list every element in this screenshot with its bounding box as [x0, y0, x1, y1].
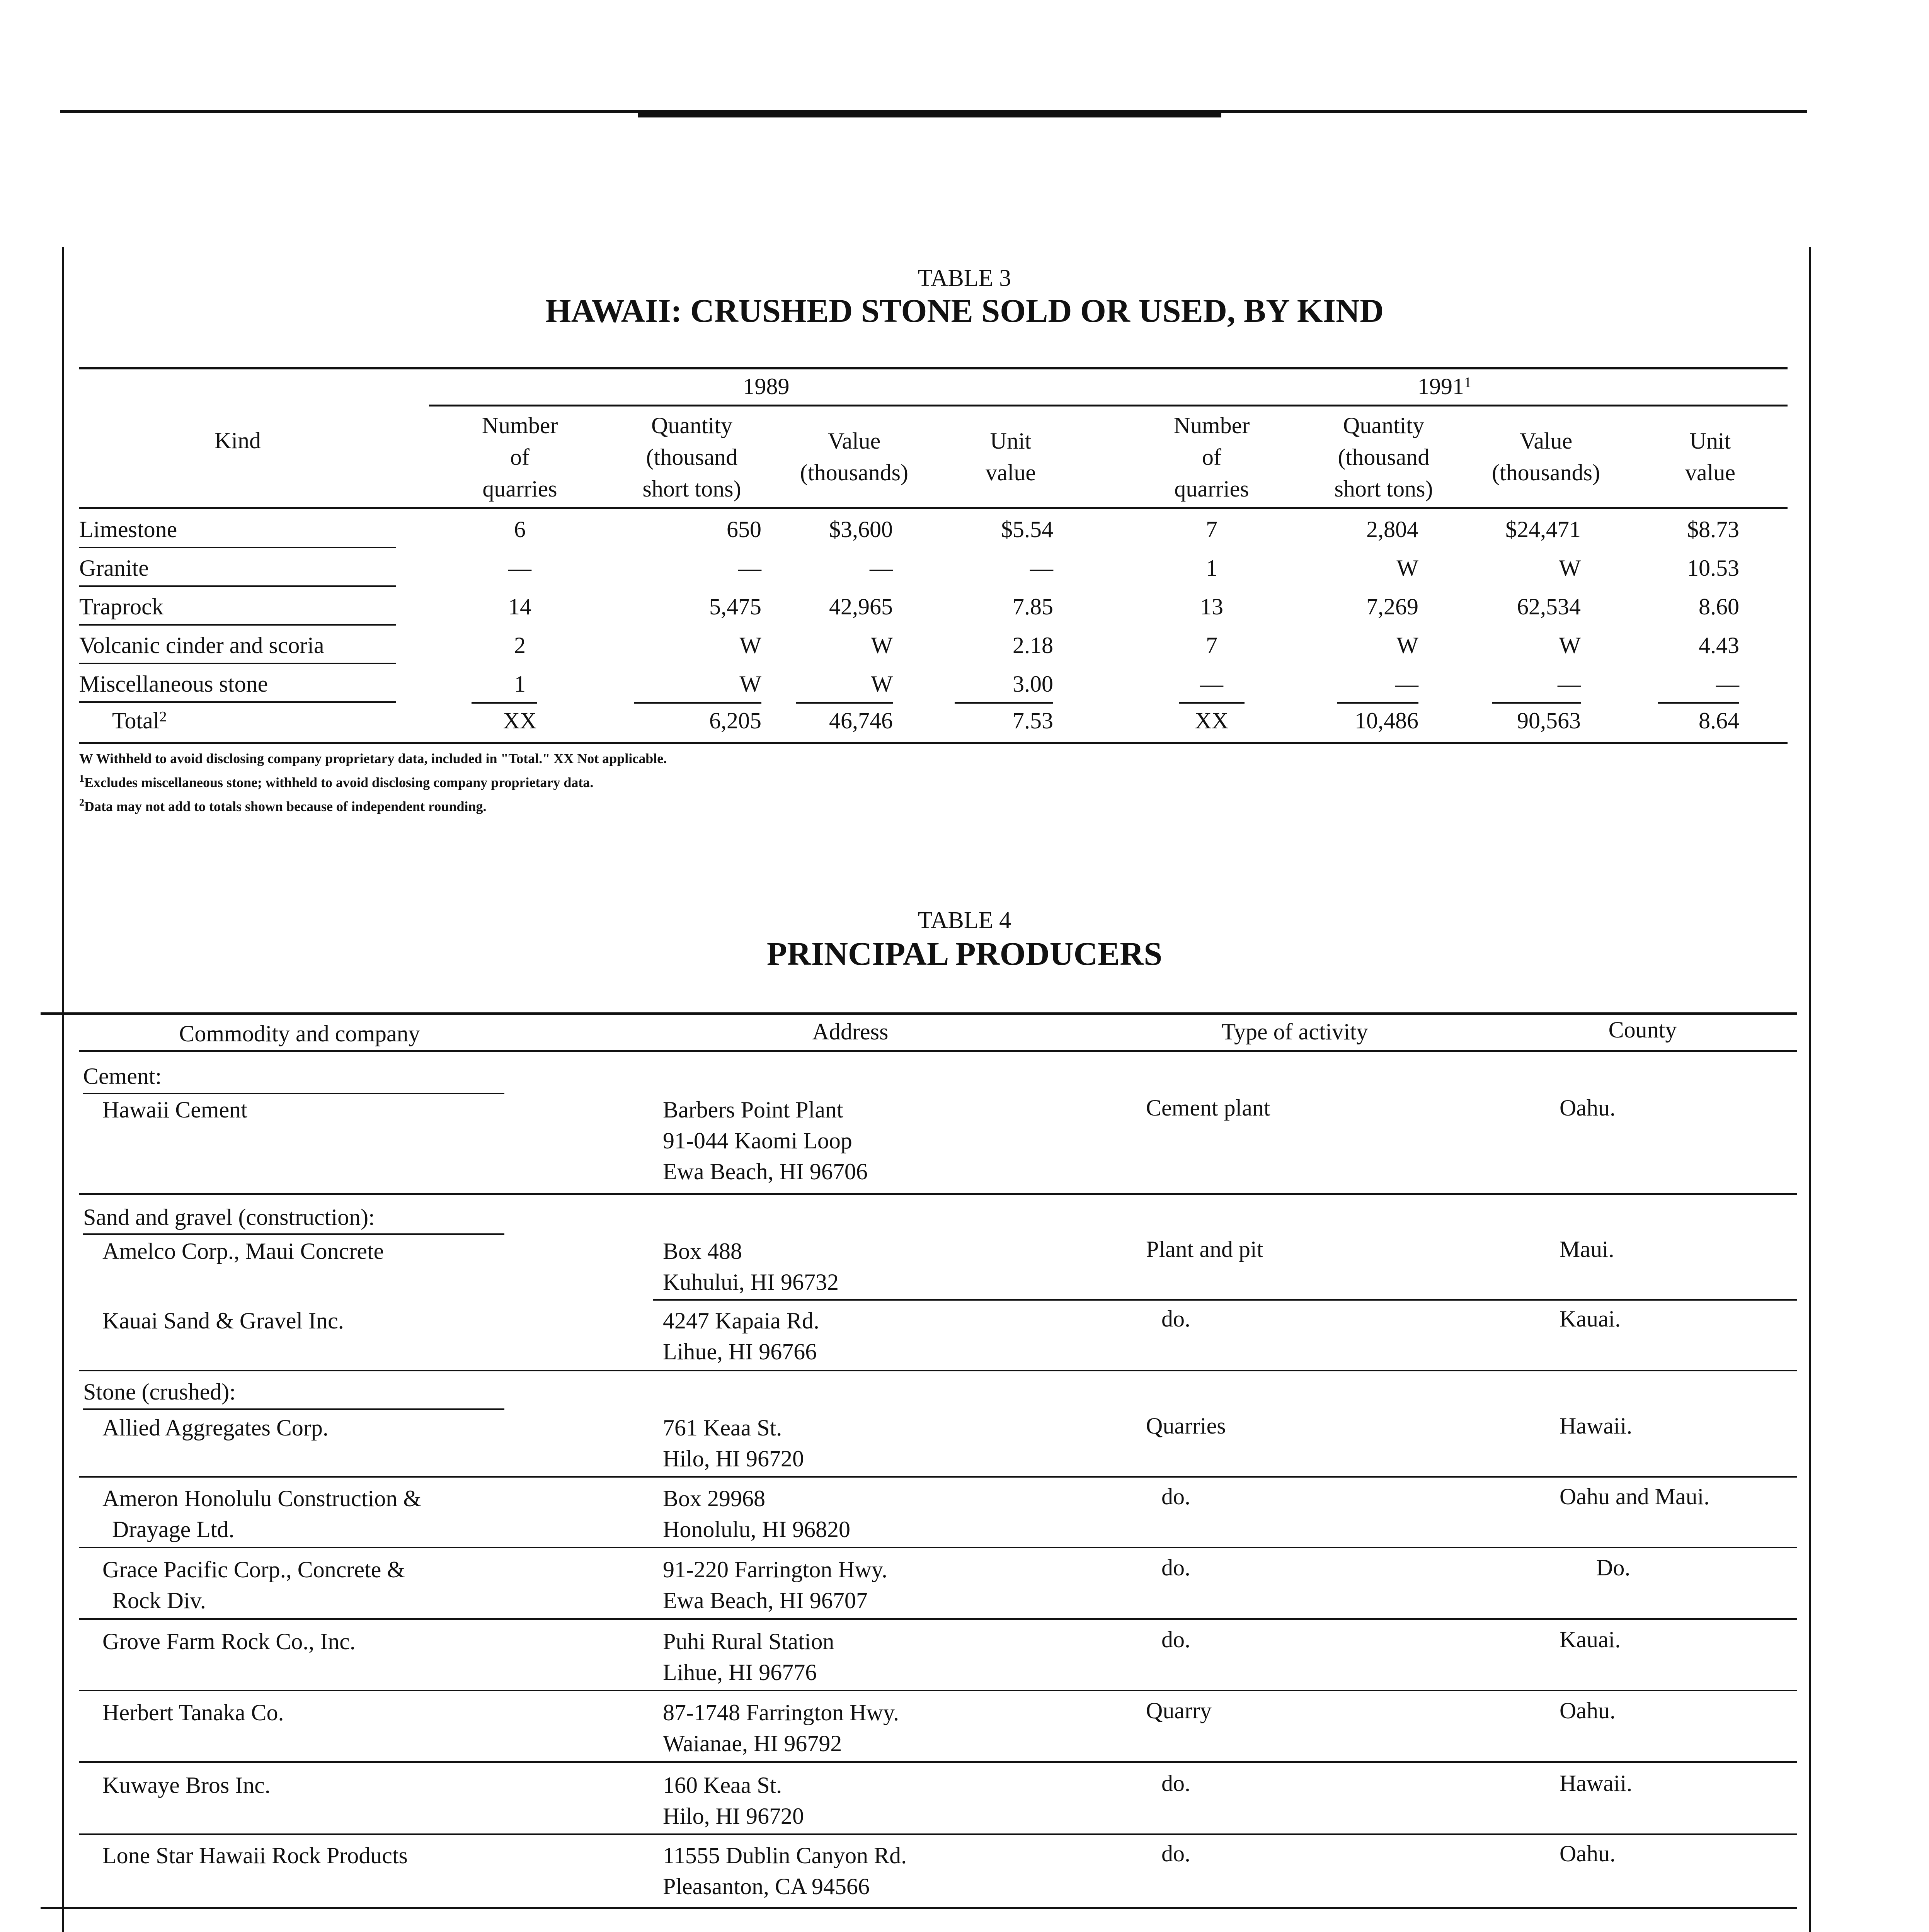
group-label-cement: Cement:: [83, 1063, 162, 1089]
footnote-mark: 2: [79, 797, 84, 808]
address-line: 160 Keaa St.: [663, 1772, 782, 1798]
value-1991-cell: W: [1559, 633, 1581, 658]
number-1989-cell: 6: [514, 517, 526, 542]
address-line: Barbers Point Plant: [663, 1097, 843, 1122]
col-number-1989-header: [429, 410, 611, 505]
number-1989-cell: XX: [503, 708, 537, 733]
number-1991-cell: 13: [1200, 594, 1223, 619]
table-row: [0, 1305, 1929, 1364]
company-cell: Grove Farm Rock Co., Inc.: [102, 1629, 356, 1654]
header-line: value: [986, 460, 1036, 485]
county-cell: Kauai.: [1560, 1306, 1621, 1332]
address-line: Pleasanton, CA 94566: [663, 1874, 870, 1899]
group-label-sand-gravel: Sand and gravel (construction):: [83, 1204, 375, 1230]
county-cell: Hawaii.: [1560, 1770, 1633, 1796]
row-separator: [79, 1833, 1797, 1835]
table-row: [0, 1770, 1929, 1829]
table-row: [0, 1094, 1929, 1184]
header-line: of: [510, 444, 529, 470]
footnote-mark: 1: [79, 773, 84, 784]
row-separator: [79, 1690, 1797, 1691]
unit-1989-cell: 7.85: [1013, 594, 1053, 619]
activity-cell: do.: [1161, 1484, 1190, 1509]
total-sep-v89: [796, 702, 893, 704]
year-1989-header: 1989: [743, 374, 790, 399]
unit-1991-cell: 8.60: [1699, 594, 1739, 619]
unit-1991-cell: $8.73: [1687, 517, 1739, 542]
kind-cell: Miscellaneous stone: [79, 671, 268, 697]
header-line: Quantity: [1343, 413, 1424, 438]
number-1989-cell: 14: [508, 594, 531, 619]
county-cell: Oahu.: [1560, 1698, 1616, 1723]
col-address-header: Address: [812, 1019, 889, 1044]
table-row: [0, 514, 1929, 545]
header-line: Value: [827, 428, 881, 454]
unit-1991-cell: 10.53: [1687, 555, 1739, 581]
header-line: short tons): [1334, 476, 1433, 502]
header-line: quarries: [1174, 476, 1249, 502]
kind-cell: Granite: [79, 555, 149, 581]
group-underline: [83, 1408, 504, 1410]
quantity-1989-cell: 650: [727, 517, 761, 542]
company-cell: Ameron Honolulu Construction &: [102, 1486, 421, 1511]
unit-1989-cell: 7.53: [1013, 708, 1053, 733]
county-cell: Do.: [1596, 1555, 1631, 1580]
quantity-1991-cell: 7,269: [1366, 594, 1418, 619]
kind-underline: [79, 624, 396, 626]
activity-cell: do.: [1161, 1770, 1190, 1796]
address-line: Lihue, HI 96766: [663, 1339, 817, 1364]
header-line: (thousand: [1338, 444, 1430, 470]
value-1989-cell: 46,746: [829, 708, 893, 733]
table-3-label: TABLE 3: [918, 265, 1011, 291]
number-1989-cell: 1: [514, 671, 526, 697]
kind-cell: Limestone: [79, 517, 177, 542]
quantity-1989-cell: W: [739, 671, 761, 697]
number-1989-cell: —: [508, 555, 531, 581]
value-1989-cell: $3,600: [829, 517, 893, 542]
footnote-w: [79, 749, 667, 768]
company-cell-continued: Rock Div.: [112, 1588, 206, 1613]
total-label: [112, 705, 167, 736]
kind-cell: Traprock: [79, 594, 163, 619]
address-line: Ewa Beach, HI 96706: [663, 1159, 868, 1184]
table-row: [0, 591, 1929, 622]
address-line: Hilo, HI 96720: [663, 1803, 804, 1829]
year-1991-footnote-ref: 1: [1464, 374, 1471, 391]
table-4-bottom-rule: [41, 1907, 1797, 1909]
activity-cell: do.: [1161, 1841, 1190, 1866]
quantity-1991-cell: —: [1395, 671, 1418, 697]
table-4-label: TABLE 4: [918, 907, 1011, 934]
county-cell: Maui.: [1560, 1236, 1614, 1262]
company-cell: Grace Pacific Corp., Concrete &: [102, 1557, 405, 1582]
activity-cell: do.: [1161, 1555, 1190, 1580]
footnote-1: [79, 773, 593, 792]
total-sep-n89: [472, 702, 537, 704]
activity-cell: Quarries: [1146, 1413, 1226, 1439]
unit-1991-cell: 4.43: [1699, 633, 1739, 658]
value-1991-cell: W: [1559, 555, 1581, 581]
quantity-1991-cell: 10,486: [1355, 708, 1418, 733]
county-cell: Oahu.: [1560, 1841, 1616, 1866]
unit-1989-cell: 2.18: [1013, 633, 1053, 658]
total-sep-q89: [634, 702, 761, 704]
footnote-text: Excludes miscellaneous stone; withheld to avoid disclosing company proprietary data.: [84, 775, 594, 790]
number-1991-cell: 7: [1206, 633, 1217, 658]
county-cell: Oahu and Maui.: [1560, 1484, 1710, 1509]
unit-1989-cell: 3.00: [1013, 671, 1053, 697]
quantity-1989-cell: W: [739, 633, 761, 658]
right-margin-line: [1809, 247, 1811, 1932]
address-line: Lihue, HI 96776: [663, 1660, 817, 1685]
unit-1991-cell: 8.64: [1699, 708, 1739, 733]
table-row: [0, 1236, 1929, 1295]
unit-1989-cell: —: [1030, 555, 1053, 581]
address-line: Hilo, HI 96720: [663, 1446, 804, 1471]
row-separator: [79, 1370, 1797, 1371]
total-sep-q91: [1337, 702, 1418, 704]
total-sep-u89: [955, 702, 1053, 704]
activity-cell: do.: [1161, 1627, 1190, 1652]
header-line: short tons): [642, 476, 741, 502]
col-unit-1991-header: [1635, 425, 1786, 488]
table-row: [0, 1626, 1929, 1685]
header-line: (thousand: [646, 444, 738, 470]
header-line: Quantity: [651, 413, 732, 438]
col-value-1989-header: [773, 425, 935, 488]
value-1991-cell: —: [1558, 671, 1581, 697]
col-value-1991-header: [1465, 425, 1627, 488]
company-cell: Amelco Corp., Maui Concrete: [102, 1238, 384, 1264]
header-line: value: [1685, 460, 1735, 485]
table-row: [0, 668, 1929, 699]
unit-1991-cell: —: [1716, 671, 1739, 697]
address-line: Puhi Rural Station: [663, 1629, 834, 1654]
value-1991-cell: 62,534: [1517, 594, 1581, 619]
year-1991-label: 1991: [1418, 374, 1464, 399]
table-row: [0, 1483, 1929, 1542]
company-cell: Kuwaye Bros Inc.: [102, 1772, 271, 1798]
total-footnote-ref: 2: [159, 709, 167, 725]
col-quantity-1989-header: [611, 410, 773, 505]
address-line: Kuhului, HI 96732: [663, 1269, 839, 1295]
table-row: [0, 553, 1929, 583]
unit-1989-cell: $5.54: [1001, 517, 1053, 542]
col-number-1991-header: [1121, 410, 1302, 505]
address-line: 91-044 Kaomi Loop: [663, 1128, 852, 1153]
value-1989-cell: 42,965: [829, 594, 893, 619]
kind-cell: Volcanic cinder and scoria: [79, 633, 324, 658]
number-1991-cell: XX: [1195, 708, 1229, 733]
address-line: 11555 Dublin Canyon Rd.: [663, 1843, 907, 1868]
activity-cell: do.: [1161, 1306, 1190, 1332]
county-cell: Hawaii.: [1560, 1413, 1633, 1439]
table-4-header-rule: [79, 1050, 1797, 1052]
value-1991-cell: $24,471: [1505, 517, 1581, 542]
address-line: 4247 Kapaia Rd.: [663, 1308, 819, 1333]
quantity-1989-cell: —: [738, 555, 761, 581]
table-row: [0, 1697, 1929, 1756]
col-unit-1989-header: [935, 425, 1086, 488]
col-commodity-header: Commodity and company: [179, 1021, 420, 1046]
header-line: (thousands): [800, 460, 908, 485]
company-cell: Hawaii Cement: [102, 1097, 247, 1122]
total-sep-n91: [1179, 702, 1245, 704]
group-label-stone-crushed: Stone (crushed):: [83, 1379, 236, 1405]
quantity-1991-cell: W: [1396, 633, 1418, 658]
number-1991-cell: —: [1200, 671, 1223, 697]
row-separator: [79, 1547, 1797, 1548]
year-1991-header: [1102, 371, 1788, 402]
address-line: Ewa Beach, HI 96707: [663, 1588, 868, 1613]
rule-1991-span: [1102, 405, 1788, 406]
number-1991-cell: 7: [1206, 517, 1217, 542]
kind-underline: [79, 663, 396, 664]
address-line: 761 Keaa St.: [663, 1415, 782, 1440]
table-3-header-rule: [79, 507, 1788, 509]
county-cell: Kauai.: [1560, 1627, 1621, 1652]
company-cell: Kauai Sand & Gravel Inc.: [102, 1308, 344, 1333]
header-line: Unit: [1689, 428, 1731, 454]
group-underline: [83, 1233, 504, 1235]
address-line: 91-220 Farrington Hwy.: [663, 1557, 888, 1582]
activity-cell: Quarry: [1146, 1698, 1212, 1723]
table-row: [0, 630, 1929, 661]
row-separator: [653, 1299, 1797, 1301]
county-cell: Oahu.: [1560, 1095, 1616, 1121]
quantity-1991-cell: W: [1396, 555, 1418, 581]
value-1989-cell: W: [871, 633, 893, 658]
col-quantity-1991-header: [1302, 410, 1465, 505]
col-kind-header: Kind: [215, 428, 261, 453]
row-separator: [79, 1476, 1797, 1478]
header-line: quarries: [482, 476, 557, 502]
col-county-header: County: [1608, 1017, 1677, 1043]
quantity-1989-cell: 5,475: [709, 594, 761, 619]
table-row: [0, 1840, 1929, 1899]
header-line: Number: [482, 413, 558, 438]
number-1991-cell: 1: [1206, 555, 1217, 581]
kind-underline: [79, 547, 396, 548]
address-line: Honolulu, HI 96820: [663, 1517, 850, 1542]
row-separator: [79, 1618, 1797, 1620]
total-kind: Total: [112, 708, 160, 733]
activity-cell: Plant and pit: [1146, 1236, 1263, 1262]
rule-1989-span: [429, 405, 1103, 406]
table-3-bottom-rule: [79, 742, 1788, 744]
table-3-top-rule: [79, 367, 1788, 369]
header-line: (thousands): [1492, 460, 1600, 485]
row-separator: [79, 1193, 1797, 1195]
left-margin-line: [62, 247, 64, 1932]
quantity-1989-cell: 6,205: [709, 708, 761, 733]
company-cell: Herbert Tanaka Co.: [102, 1700, 284, 1725]
total-sep-u91: [1658, 702, 1739, 704]
quantity-1991-cell: 2,804: [1366, 517, 1418, 542]
value-1991-cell: 90,563: [1517, 708, 1581, 733]
company-cell-continued: Drayage Ltd.: [112, 1517, 235, 1542]
table-total-row: [0, 705, 1929, 736]
company-cell: Lone Star Hawaii Rock Products: [102, 1843, 408, 1868]
address-line: Waianae, HI 96792: [663, 1731, 842, 1756]
kind-underline: [79, 585, 396, 587]
footnote-2: [79, 797, 487, 816]
table-row: [0, 1412, 1929, 1471]
col-activity-header: Type of activity: [1221, 1019, 1368, 1044]
total-sep-v91: [1492, 702, 1581, 704]
number-1989-cell: 2: [514, 633, 526, 658]
table-row: [0, 1554, 1929, 1613]
header-line: Unit: [990, 428, 1032, 454]
header-line: Number: [1173, 413, 1250, 438]
header-line: of: [1202, 444, 1221, 470]
footnote-text: Data may not add to totals shown because of independent rounding.: [84, 799, 487, 814]
table-4-title: PRINCIPAL PRODUCERS: [766, 935, 1163, 972]
address-line: Box 488: [663, 1238, 742, 1264]
address-line: 87-1748 Farrington Hwy.: [663, 1700, 899, 1725]
kind-underline: [79, 701, 396, 703]
value-1989-cell: —: [870, 555, 893, 581]
address-line: Box 29968: [663, 1486, 766, 1511]
activity-cell: Cement plant: [1146, 1095, 1270, 1121]
company-cell: Allied Aggregates Corp.: [102, 1415, 329, 1440]
value-1989-cell: W: [871, 671, 893, 697]
top-rule-thick: [638, 112, 1221, 117]
footnote-text: W Withheld to avoid disclosing company proprietary data, included in "Total." XX Not applicable.: [79, 751, 667, 766]
header-line: Value: [1519, 428, 1573, 454]
table-3-title: HAWAII: CRUSHED STONE SOLD OR USED, BY KIND: [545, 292, 1384, 329]
row-separator: [79, 1761, 1797, 1763]
